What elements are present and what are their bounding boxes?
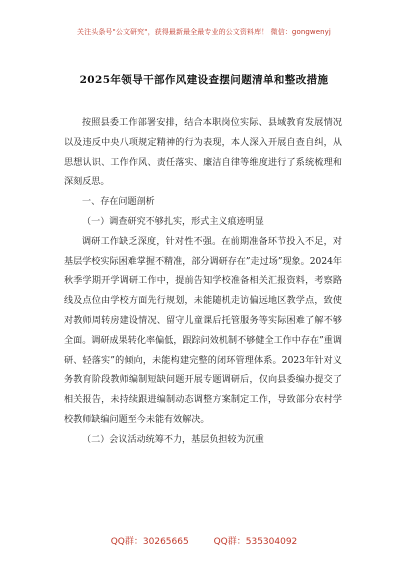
footer-qq-group-2: QQ群：535304092 [213, 537, 298, 547]
document-title: 2025年领导干部作风建设查摆问题清单和整改措施 [79, 74, 329, 86]
subsection-heading: （一）调查研究不够扎实，形式主义痕迹明显 [82, 216, 264, 227]
section-heading: 一、存在问题剖析 [82, 197, 155, 208]
footer-qq-group-1: QQ群：30265665 [110, 537, 189, 547]
document-body [64, 114, 342, 451]
footer [0, 534, 408, 547]
body-paragraph: 调研工作缺乏深度，针对性不强。在前期准备环节投入不足，对基层学校实际困难掌握不精准，部分调研存在”走过场”现象。2024年秋季学期开学调研工作中，提前告知学校准备相关汇报资料，考察路线及点位由学校方面先行规划，未能随机走访偏远地区教学点，致使对教师周转房建设情况、留守儿童课后托管服务等实际困难了解不够全面。调研成果转化率偏低，跟踪问效机制不够健全工作中存在”重调研、轻落实”的倾向，未能构建完整的闭环管理体系。2023年针对义务教育阶段教师编制短缺问题开展专题调研后，仅向县委编办提交了相关报告，未持续跟进编制动态调整方案制定工作，导致部分农村学校教师缺编问题至今未能有效解决。 [64, 236, 342, 425]
header-note: 关注头条号"公文研究"，获得最新最全最专业的公文资料库！ 微信：gongwenyj [77, 28, 331, 36]
intro-paragraph: 按照县委工作部署安排，结合本职岗位实际、县域教育发展情况以及违反中央八项规定精神的行为表现，本人深入开展自查自纠，从思想认识、工作作风、责任落实、廉洁自律等维度进行了系统梳理和深刻反思。 [64, 118, 342, 188]
subsection-heading: （二）会议活动统筹不力，基层负担较为沉重 [82, 434, 264, 445]
